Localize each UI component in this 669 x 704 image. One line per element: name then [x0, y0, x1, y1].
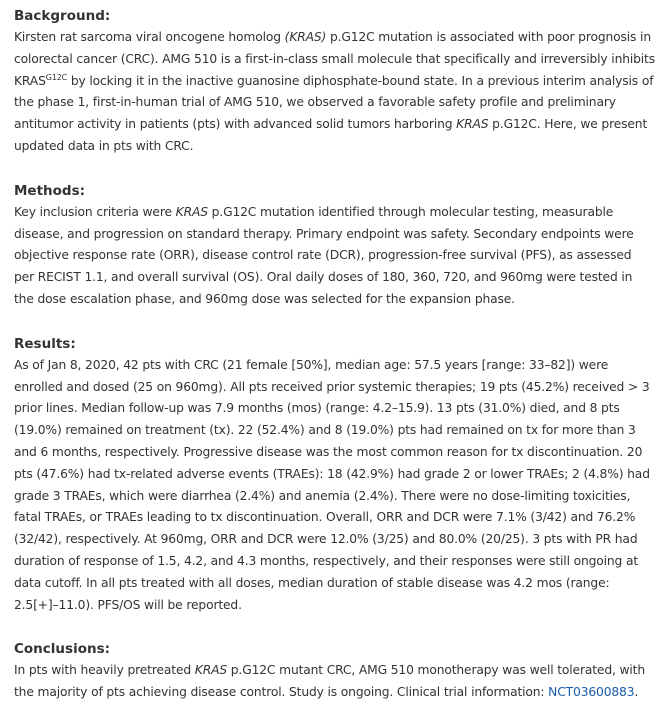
results-paragraph: As of Jan 8, 2020, 42 pts with CRC (21 female [50%], median age: 57.5 years [range: 33–82]) were enrolled and dosed (25 on 960mg). All pts received prior systemic therapies; 19 pts (45.2%) received > 3 prior lines. Median follow-up was 7.9 months (mos) (range: 4.2–15.9). 13 pts (31.0%) died, and 8 pts (19.0%) remained on treatment (tx). 22 (52.4%) and 8 (19.0%) pts had remained on tx for more than 3 and 6 months, respectively. Progressive disease was the most common reason for tx discontinuation. 20 pts (47.6%) had tx-related adverse events (TRAEs): 18 (42.9%) had grade 2 or lower TRAEs; 2 (4.8%) had grade 3 TRAEs, which were diarrhea (2.4%) and anemia (2.4%). There were no dose-limiting toxicities, fatal TRAEs, or TRAEs leading to tx discontinuation. Overall, ORR and DCR were 7.1% (3/42) and 76.2% (32/42), respectively. At 960mg, ORR and DCR were 12.0% (3/25) and 80.0% (20/25). 3 pts with PR had duration of response of 1.5, 4.2, and 4.3 months, respectively, and their responses were still ongoing at data cutoff. In all pts treated with all doses, median duration of stable disease was 4.2 mos (range: 2.5[+]–11.0). PFS/OS will be reported. — [14, 357, 650, 612]
background-section — [14, 5, 655, 158]
background-heading: Background: — [14, 8, 111, 24]
superscript-g12c: G12C — [45, 72, 68, 82]
conclusions-heading: Conclusions: — [14, 641, 111, 658]
background-paragraph: Kirsten rat sarcoma viral oncogene homolog (KRAS) p.G12C mutation is associated with poor prognosis in colorectal cancer (CRC). AMG 510 is a first-in-class small molecule that specifically and irreversibly inhibits $KRAS^{G12C}$ by locking it in the inactive guanosine diphosphate-bound state. In a previous interim analysis of the phase 1, first-in-human trial of AMG 510, we observed a favorable safety profile and preliminary antitumor activity in patients (pts) with advanced solid tumors harboring KRAS p.G12C. Here, we present updated data in pts with CRC. — [14, 30, 655, 153]
clinical-trial-link[interactable]: NCT03600883 — [548, 685, 635, 700]
conclusions-section — [14, 638, 655, 704]
methods-section — [14, 180, 655, 311]
methods-heading: Methods: — [14, 182, 86, 199]
methods-paragraph: Key inclusion criteria were KRAS p.G12C mutation identified through molecular testing, measurable disease, and progression on standard therapy. Primary endpoint was safety. Secondary endpoints were objective response rate (ORR), disease control rate (DCR), progression-free survival (PFS), as assessed per RECIST 1.1, and overall survival (OS). Oral daily doses of 180, 360, 720, and 960mg were tested in the dose escalation phase, and 960mg dose was selected for the expansion phase. — [14, 204, 634, 306]
results-section — [14, 333, 655, 617]
results-heading: Results: — [14, 335, 76, 352]
conclusions-paragraph: In pts with heavily pretreated KRAS p.G12C mutant CRC, AMG 510 monotherapy was well tolerated, with the majority of pts achieving disease control. Study is ongoing. Clinical trial information: NCT03600883. — [14, 663, 645, 700]
